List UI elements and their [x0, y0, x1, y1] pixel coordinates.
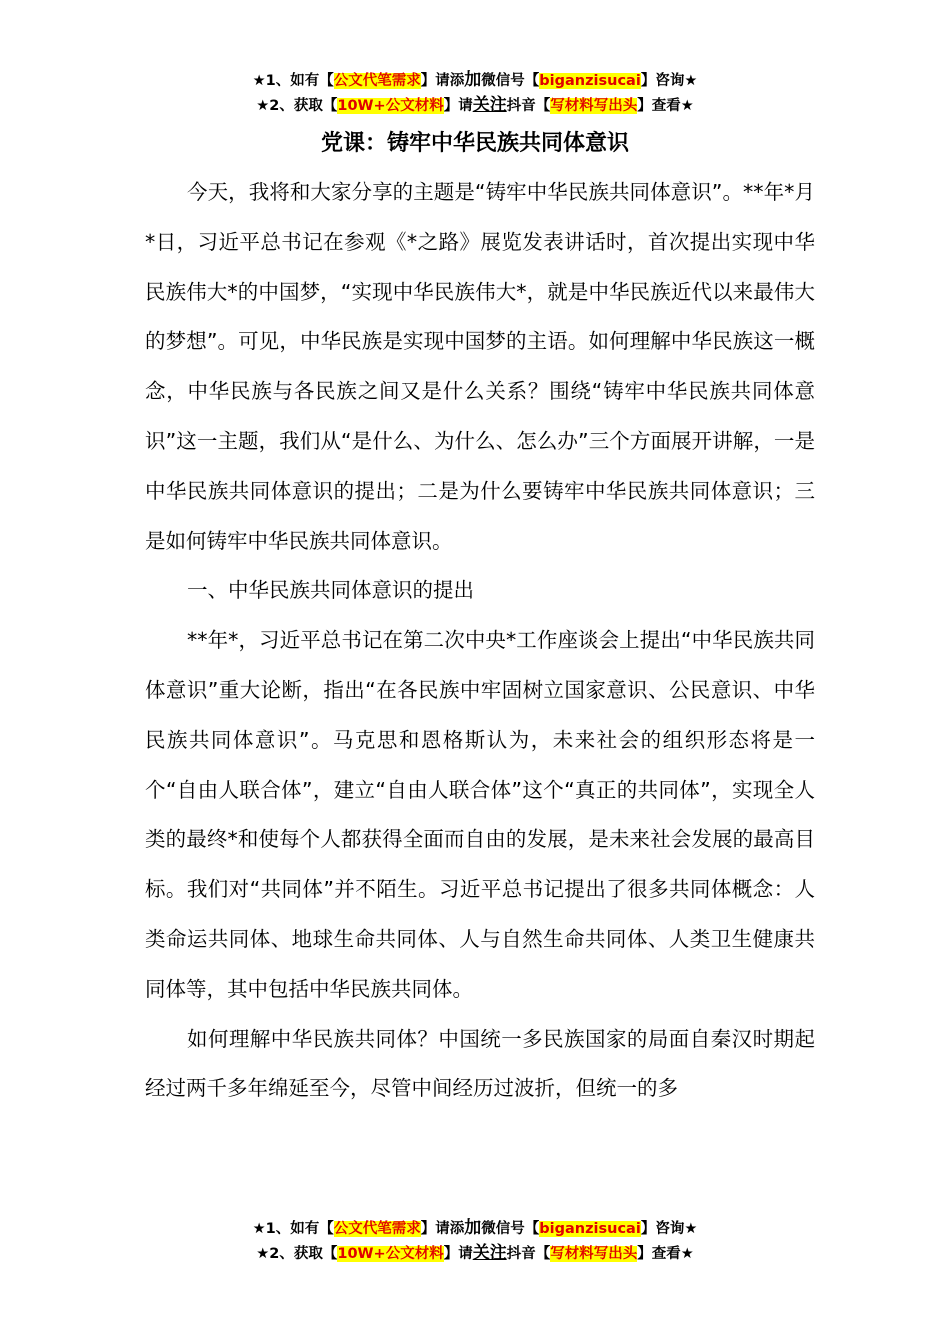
document-title: 党课：铸牢中华民族共同体意识: [320, 131, 629, 156]
promo-highlight: 10W+公文材料: [337, 98, 444, 114]
promo-highlight: biganzisucai: [539, 73, 641, 89]
promo-highlight: 写材料写出头: [550, 98, 638, 114]
promo-highlight: 公文代笔需求: [333, 73, 421, 89]
section-heading: 一、中华民族共同体意识的提出: [187, 578, 474, 603]
promo-highlight: biganzisucai: [539, 1221, 641, 1237]
promo-banner-top: [0, 68, 950, 118]
promo-line-1: ★1、如有【公文代笔需求】请添加微信号【biganzisucai】咨询★: [252, 1218, 698, 1238]
promo-line-2: ★2、获取【10W+公文材料】请关注抖音【写材料写出头】查看★: [256, 1243, 694, 1263]
document-body: [145, 168, 815, 1114]
paragraph: 今天，我将和大家分享的主题是“铸牢中华民族共同体意识”。**年*月*日，习近平总书记在参观《*之路》展览发表讲话时，首次提出实现中华民族伟大*的中国梦，“实现中华民族伟大*，就是中华民族近代以来最伟大的梦想”。可见，中华民族是实现中国梦的主语。如何理解中华民族这一概念，中华民族与各民族之间又是什么关系？围绕“铸牢中华民族共同体意识”这一主题，我们从“是什么、为什么、怎么办”三个方面展开讲解，一是中华民族共同体意识的提出；二是为什么要铸牢中华民族共同体意识；三是如何铸牢中华民族共同体意识。: [145, 180, 815, 553]
promo-highlight: 10W+公文材料: [337, 1246, 444, 1262]
promo-line-2: ★2、获取【10W+公文材料】请关注抖音【写材料写出头】查看★: [256, 95, 694, 115]
promo-banner-bottom: [0, 1216, 950, 1266]
paragraph: **年*，习近平总书记在第二次中央*工作座谈会上提出“中华民族共同体意识”重大论断，指出“在各民族中牢固树立国家意识、公民意识、中华民族共同体意识”。马克思和恩格斯认为，未来社会的组织形态将是一个“自由人联合体”，建立“自由人联合体”这个“真正的共同体”，实现全人类的最终*和使每个人都获得全面而自由的发展，是未来社会发展的最高目标。我们对“共同体”并不陌生。习近平总书记提出了很多共同体概念：人类命运共同体、地球生命共同体、人与自然生命共同体、人类卫生健康共同体等，其中包括中华民族共同体。: [145, 628, 815, 1001]
promo-highlight: 写材料写出头: [550, 1246, 638, 1262]
promo-line-1: ★1、如有【公文代笔需求】请添加微信号【biganzisucai】咨询★: [252, 70, 698, 90]
promo-highlight: 公文代笔需求: [333, 1221, 421, 1237]
paragraph: 如何理解中华民族共同体？中国统一多民族国家的局面自秦汉时期起经过两千多年绵延至今，尽管中间经历过波折，但统一的多: [145, 1026, 815, 1101]
